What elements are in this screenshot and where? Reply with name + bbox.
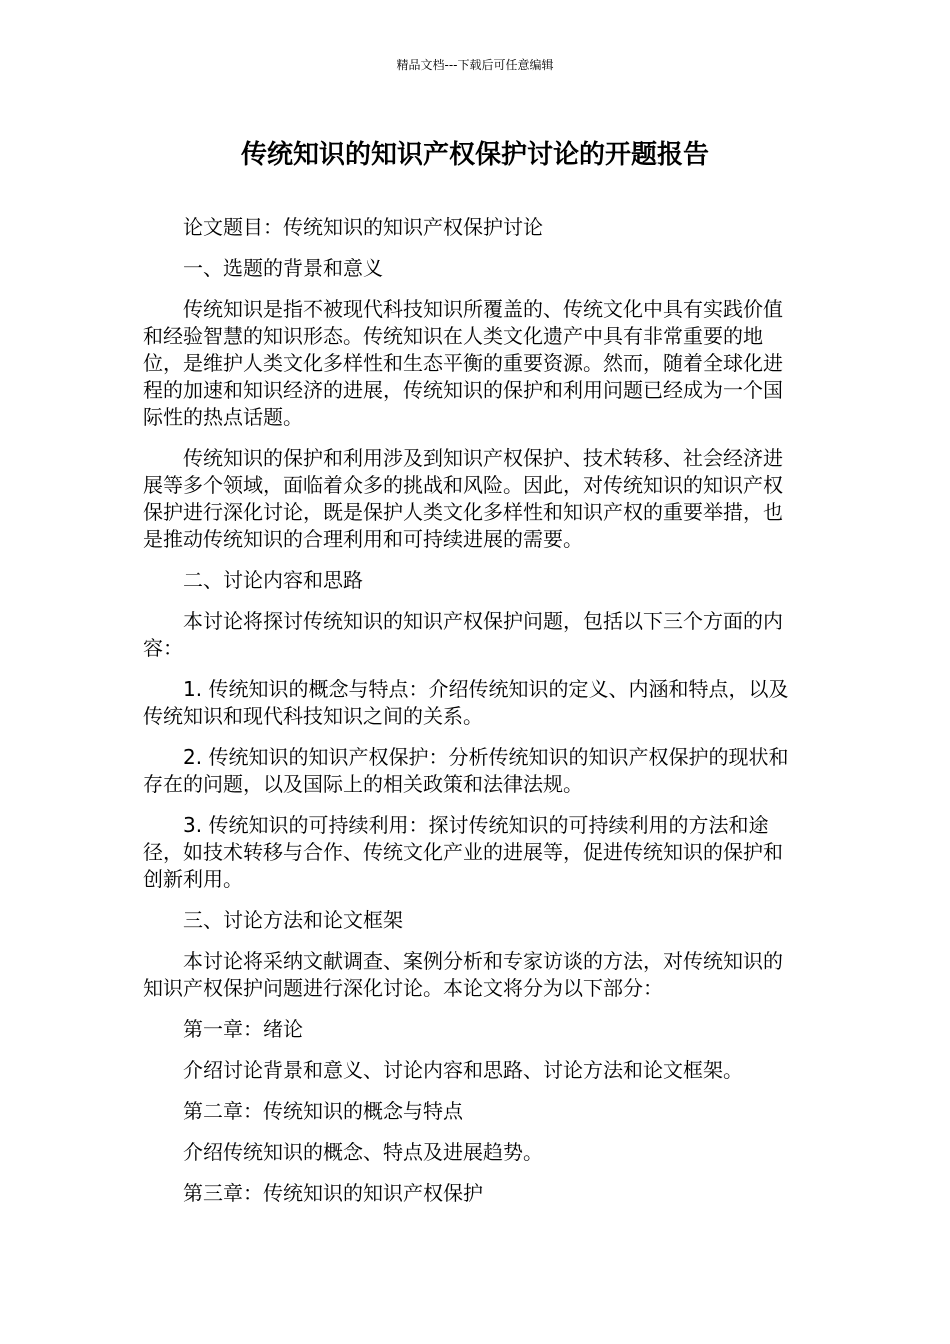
chapter-description: 介绍传统知识的概念、特点及进展趋势。 <box>183 1140 543 1164</box>
chapter-description: 介绍讨论背景和意义、讨论内容和思路、讨论方法和论文框架。 <box>183 1058 743 1082</box>
section-heading-background: 一、选题的背景和意义 <box>183 256 383 280</box>
body-paragraph: 本讨论将采纳文献调查、案例分析和专家访谈的方法，对传统知识的知识产权保护问题进行深化讨论。本论文将分为以下部分： <box>143 949 783 1000</box>
section-heading-method: 三、讨论方法和论文框架 <box>183 908 403 932</box>
chapter-heading: 第一章：绪论 <box>183 1017 303 1041</box>
chapter-heading: 第三章：传统知识的知识产权保护 <box>183 1181 483 1205</box>
body-paragraph: 传统知识是指不被现代科技知识所覆盖的、传统文化中具有实践价值和经验智慧的知识形态。传统知识在人类文化遗产中具有非常重要的地位，是维护人类文化多样性和生态平衡的重要资源。然而，随着全球化进程的加速和知识经济的进展，传统知识的保护和利用问题已经成为一个国际性的热点话题。 <box>143 297 783 429</box>
list-item: 3. 传统知识的可持续利用：探讨传统知识的可持续利用的方法和途径，如技术转移与合作、传统文化产业的进展等，促进传统知识的保护和创新利用。 <box>143 813 783 891</box>
header-note: 精品文档---下载后可任意编辑 <box>396 58 554 72</box>
document-body <box>143 214 800 1207</box>
chapter-heading: 第二章：传统知识的概念与特点 <box>183 1099 463 1123</box>
section-heading-content: 二、讨论内容和思路 <box>183 568 363 592</box>
document-title: 传统知识的知识产权保护讨论的开题报告 <box>240 140 709 170</box>
list-item: 1. 传统知识的概念与特点：介绍传统知识的定义、内涵和特点，以及传统知识和现代科技知识之间的关系。 <box>143 677 789 728</box>
body-paragraph: 本讨论将探讨传统知识的知识产权保护问题，包括以下三个方面的内容： <box>143 609 783 660</box>
thesis-topic-line: 论文题目：传统知识的知识产权保护讨论 <box>183 215 543 239</box>
body-paragraph: 传统知识的保护和利用涉及到知识产权保护、技术转移、社会经济进展等多个领域，面临着众多的挑战和风险。因此，对传统知识的知识产权保护进行深化讨论，既是保护人类文化多样性和知识产权的重要举措，也是推动传统知识的合理利用和可持续进展的需要。 <box>143 446 783 551</box>
list-item: 2. 传统知识的知识产权保护：分析传统知识的知识产权保护的现状和存在的问题，以及国际上的相关政策和法律法规。 <box>143 745 789 796</box>
